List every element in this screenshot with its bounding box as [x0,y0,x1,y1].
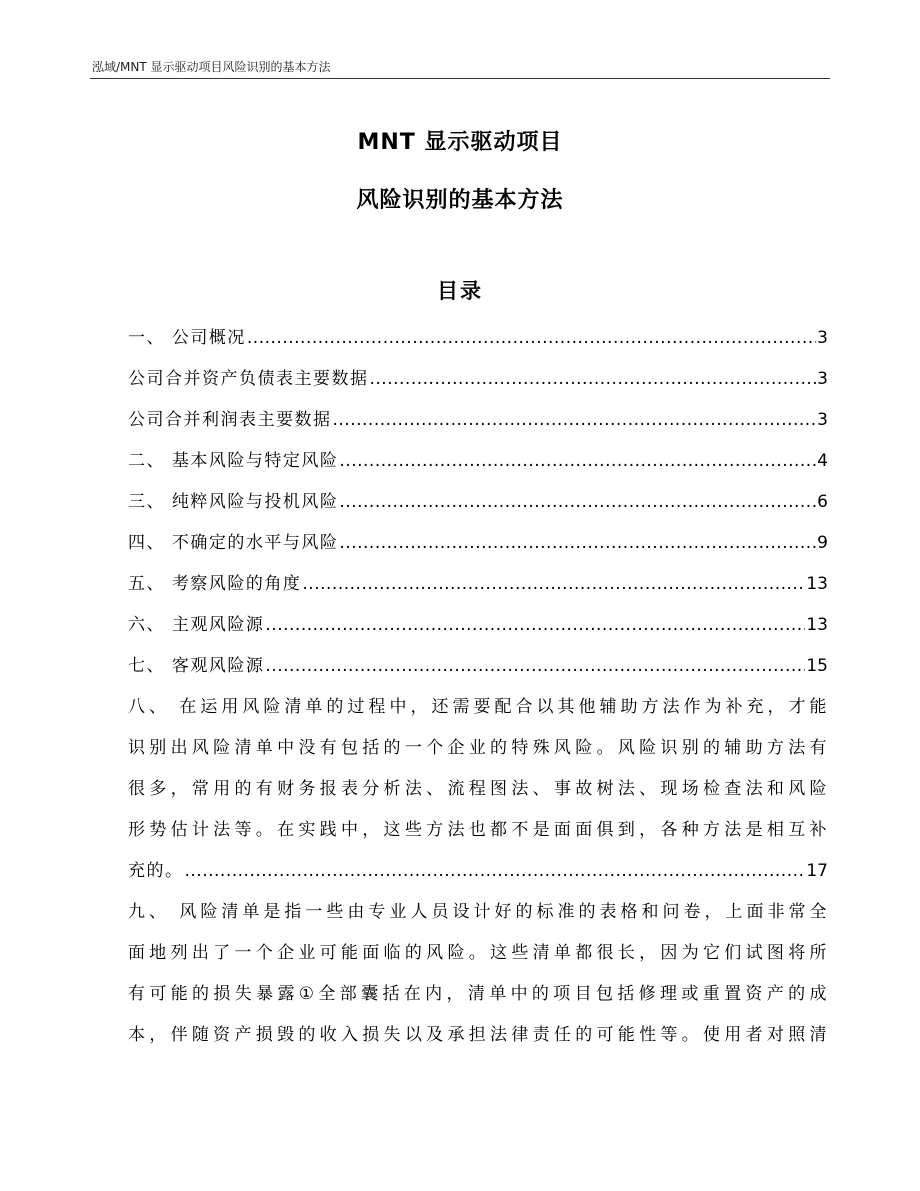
toc-entry-page: 13 [806,574,828,594]
toc-entry[interactable] [128,359,828,400]
toc-entry-label: 六、 主观风险源 [128,615,265,635]
toc-entry-text-line: 面地列出了一个企业可能面临的风险。这些清单都很长，因为它们试图将所 [128,943,828,963]
toc-entry-long[interactable] [128,892,828,1056]
toc-leader-dots [339,482,816,523]
table-of-contents [128,318,828,1056]
toc-entry[interactable] [128,482,828,523]
toc-entry-text-line: 八、 在运用风险清单的过程中，还需要配合以其他辅助方法作为补充，才能 [128,697,828,717]
toc-entry-page: 3 [817,369,828,389]
toc-leader-dots [302,564,805,605]
toc-leader-dots [370,359,817,400]
toc-entry-text-line: 识别出风险清单中没有包括的一个企业的特殊风险。风险识别的辅助方法有 [128,738,828,758]
toc-entry-text-line: 充的。 [128,861,184,881]
toc-entry[interactable] [128,564,828,605]
document-title-line1: MNT 显示驱动项目 [357,130,563,155]
header-divider [90,78,830,79]
toc-entry-text-line: 九、 风险清单是指一些由专业人员设计好的标准的表格和问卷，上面非常全 [128,902,828,922]
toc-entry-text-line: 很多，常用的有财务报表分析法、流程图法、事故树法、现场检查法和风险 [128,779,828,799]
toc-leader-dots [339,523,816,564]
toc-entry-label: 四、 不确定的水平与风险 [128,533,339,553]
toc-entry-text-line: 形势估计法等。在实践中，这些方法也都不是面面俱到，各种方法是相互补 [128,820,828,840]
toc-leader-dots [185,851,806,892]
toc-entry-label: 二、 基本风险与特定风险 [128,451,339,471]
toc-entry[interactable] [128,605,828,646]
toc-leader-dots [247,318,816,359]
toc-leader-dots [333,400,817,441]
toc-entry-page: 3 [817,410,828,430]
toc-entry-page: 9 [817,533,828,553]
toc-entry-label: 一、 公司概况 [128,328,246,348]
toc-entry-page: 6 [817,492,828,512]
toc-entry-label: 公司合并利润表主要数据 [128,410,332,430]
page-header: 泓域/MNT 显示驱动项目风险识别的基本方法 [92,60,331,74]
toc-entry-label: 三、 纯粹风险与投机风险 [128,492,339,512]
toc-entry-page: 17 [806,861,828,881]
toc-entry-page: 15 [806,656,828,676]
toc-entry-label: 五、 考察风险的角度 [128,574,302,594]
toc-entry-text-line: 有可能的损失暴露①全部囊括在内，清单中的项目包括修理或重置资产的成 [128,984,828,1004]
toc-leader-dots [339,441,816,482]
toc-entry[interactable] [128,646,828,687]
toc-entry[interactable] [128,400,828,441]
toc-heading: 目录 [437,279,483,303]
toc-entry-page: 3 [817,328,828,348]
toc-entry[interactable] [128,523,828,564]
toc-entry-text-line: 本，伴随资产损毁的收入损失以及承担法律责任的可能性等。使用者对照清 [128,1025,828,1045]
toc-entry-page: 13 [806,615,828,635]
toc-leader-dots [265,605,805,646]
toc-entry[interactable] [128,441,828,482]
document-title-line2: 风险识别的基本方法 [356,188,564,213]
toc-entry-page: 4 [817,451,828,471]
toc-entry-label: 七、 客观风险源 [128,656,265,676]
toc-entry[interactable] [128,318,828,359]
toc-entry-label: 公司合并资产负债表主要数据 [128,369,369,389]
toc-entry-long[interactable] [128,687,828,892]
toc-leader-dots [265,646,805,687]
